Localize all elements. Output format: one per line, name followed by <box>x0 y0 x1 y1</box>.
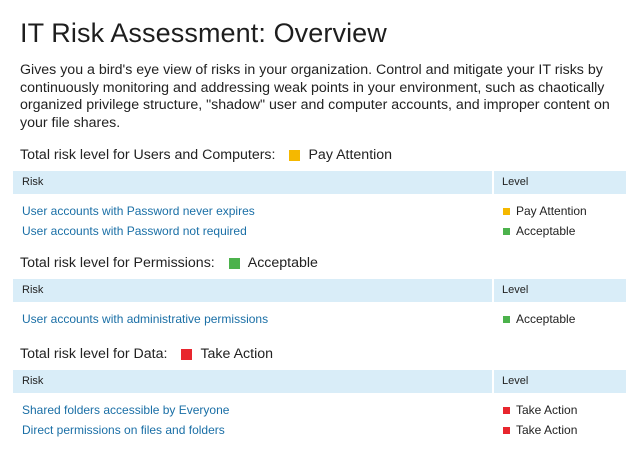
table-row <box>0 222 640 240</box>
risk-level-label: Pay Attention <box>516 204 587 218</box>
status-square-icon <box>181 349 192 360</box>
risk-level <box>503 421 577 439</box>
table-row <box>0 401 640 419</box>
column-header-level: Level <box>502 284 529 296</box>
risk-level-label: Take Action <box>516 403 578 417</box>
risk-level-label: Acceptable <box>516 312 576 326</box>
risk-level <box>503 202 587 220</box>
section-heading-permissions <box>20 255 318 271</box>
risk-link[interactable]: User accounts with Password never expires <box>22 204 255 218</box>
table-header-data <box>13 370 626 393</box>
section-status-label: Take Action <box>200 346 274 362</box>
section-heading-data <box>20 346 273 362</box>
section-heading-label: Total risk level for Permissions: <box>20 255 215 271</box>
column-divider <box>492 370 494 393</box>
column-header-risk: Risk <box>22 176 44 188</box>
section-heading-label: Total risk level for Data: <box>20 346 168 362</box>
risk-level <box>503 401 577 419</box>
risk-link[interactable]: User accounts with Password not required <box>22 224 247 238</box>
table-header-permissions <box>13 279 626 302</box>
status-square-icon <box>503 228 510 235</box>
column-header-level: Level <box>502 176 529 188</box>
table-header-users-computers <box>13 171 626 194</box>
column-header-risk: Risk <box>22 375 44 387</box>
page-description: Gives you a bird's eye view of risks in your organization. Control and mitigate your IT risks by continuously monitoring and addressing weak points in your environment, such as chaotically organized privilege structure, "shadow" user and computer accounts, and improper content on your file shares. <box>20 62 610 131</box>
risk-level <box>503 310 575 328</box>
column-header-level: Level <box>502 375 529 387</box>
column-divider <box>492 279 494 302</box>
section-heading-users-computers <box>20 147 392 163</box>
status-square-icon <box>503 407 510 414</box>
section-heading-label: Total risk level for Users and Computers: <box>20 147 276 163</box>
section-status-label: Acceptable <box>247 255 318 271</box>
column-divider <box>492 171 494 194</box>
risk-link[interactable]: User accounts with administrative permissions <box>22 312 269 326</box>
table-row <box>0 421 640 439</box>
table-row <box>0 310 640 328</box>
status-square-icon <box>503 316 510 323</box>
risk-level <box>503 222 575 240</box>
status-square-icon <box>503 427 510 434</box>
status-square-icon <box>503 208 510 215</box>
column-header-risk: Risk <box>22 284 44 296</box>
risk-link[interactable]: Shared folders accessible by Everyone <box>22 403 230 417</box>
risk-link[interactable]: Direct permissions on files and folders <box>22 423 225 437</box>
status-square-icon <box>229 258 240 269</box>
risk-level-label: Take Action <box>516 423 578 437</box>
risk-level-label: Acceptable <box>516 224 576 238</box>
table-row <box>0 202 640 220</box>
section-status-label: Pay Attention <box>308 147 393 163</box>
page-title: IT Risk Assessment: Overview <box>20 18 387 48</box>
status-square-icon <box>289 150 300 161</box>
